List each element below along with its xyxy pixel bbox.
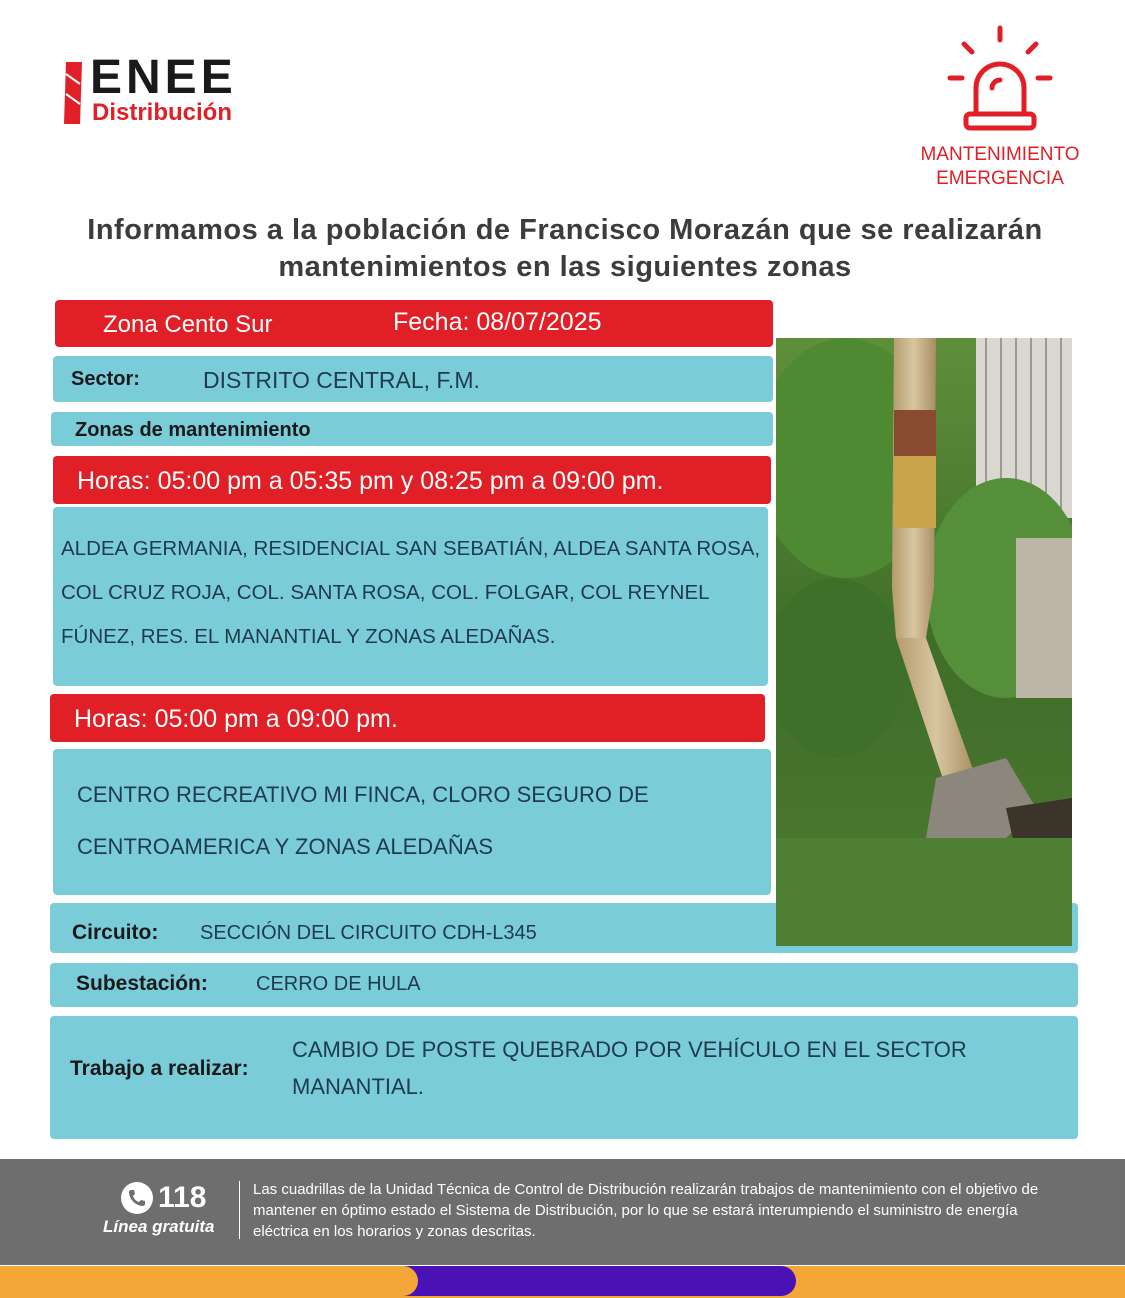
hours-bar-1 <box>53 456 771 504</box>
substation-label: Subestación: <box>76 972 208 995</box>
hours-bar-2 <box>50 694 765 742</box>
zone-name: Zona Cento Sur <box>103 311 273 338</box>
areas-box-2 <box>53 749 771 895</box>
emergency-badge <box>900 22 1100 192</box>
footer <box>0 1159 1125 1265</box>
sector-value: DISTRITO CENTRAL, F.M. <box>203 367 480 393</box>
badge-line-1: MANTENIMIENTO <box>920 144 1080 165</box>
footer-notice: Las cuadrillas de la Unidad Técnica de Control de Distribución realizarán trabajos de mantenimiento con el objetivo de mantener en óptimo estado el Sistema de Distribución, por lo que se estará interumpiendo el suministro de energía eléctrica en los horarios y zonas descritas. <box>253 1181 1039 1240</box>
footer-divider <box>239 1181 240 1239</box>
siren-icon <box>944 22 1056 134</box>
work-label: Trabajo a realizar: <box>70 1057 249 1080</box>
sector-row <box>53 356 773 402</box>
circuit-value: SECCIÓN DEL CIRCUITO CDH-L345 <box>200 922 537 944</box>
sector-label: Sector: <box>71 368 140 390</box>
circuit-label: Circuito: <box>72 921 159 944</box>
zone-date: Fecha: 08/07/2025 <box>393 308 602 336</box>
substation-value: CERRO DE HULA <box>256 973 421 995</box>
phone-icon <box>120 1181 154 1215</box>
work-row <box>50 1016 1078 1139</box>
logo-subtitle: Distribución <box>92 99 233 126</box>
work-value: CAMBIO DE POSTE QUEBRADO POR VEHÍCULO EN EL SECTOR MANANTIAL. <box>292 1037 967 1099</box>
areas-text-2: CENTRO RECREATIVO MI FINCA, CLORO SEGURO DE CENTROAMERICA Y ZONAS ALEDAÑAS <box>77 782 649 859</box>
hours-text-2: Horas: 05:00 pm a 09:00 pm. <box>74 705 398 733</box>
bottom-stripe-accent <box>370 1266 796 1296</box>
hours-text-1: Horas: 05:00 pm a 05:35 pm y 08:25 pm a 09:00 pm. <box>77 467 664 495</box>
substation-row <box>50 963 1078 1007</box>
areas-box-1 <box>53 507 768 686</box>
zones-heading: Zonas de mantenimiento <box>75 419 311 441</box>
headline: Informamos a la población de Francisco Morazán que se realizarán mantenimientos en las siguientes zonas <box>87 214 1043 283</box>
zone-bar <box>55 300 773 347</box>
broken-pole-photo <box>776 338 1072 946</box>
areas-text-1: ALDEA GERMANIA, RESIDENCIAL SAN SEBATIÁN, ALDEA SANTA ROSA, COL CRUZ ROJA, COL. SANTA ROSA, COL. FOLGAR, COL REYNEL FÚNEZ, RES. EL MANANTIAL Y ZONAS ALEDAÑAS. <box>61 537 761 648</box>
tower-icon <box>62 60 84 124</box>
badge-line-2: EMERGENCIA <box>936 168 1064 189</box>
enee-logo <box>62 51 292 128</box>
bottom-stripe-left <box>0 1266 418 1296</box>
zones-heading-row <box>51 412 773 446</box>
phone-caption: Línea gratuita <box>103 1217 215 1236</box>
logo-name: ENEE <box>90 51 237 104</box>
phone-number: 118 <box>158 1181 207 1214</box>
